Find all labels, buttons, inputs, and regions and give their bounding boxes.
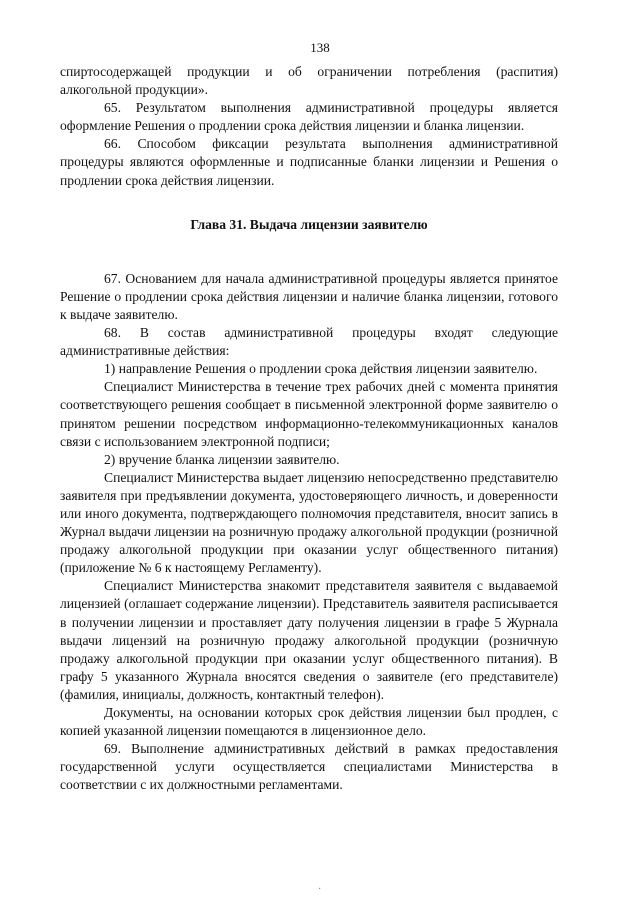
page-number: 138 xyxy=(310,40,330,55)
paragraph-specialist-issue: Специалист Министерства выдает лицензию непосредственно представителю заявителя при предъявлении документа, удостоверяющего личность, и доверенности или иного документа, подтверждающего полномочия представителя, вносит запись в Журнал выдачи лицензии на розничную продажу алкогольной продукции (розничной продажу алкогольной продукции при оказании услуг общественного питания) (приложение № 6 к настоящему Регламенту). xyxy=(60,469,558,576)
paragraph-66: 66. Способом фиксации результата выполнения административной процедуры являются оформленные и подписанные бланки лицензии и Решения о продлении срока действия лицензии. xyxy=(60,136,558,188)
list-item-2: 2) вручение бланка лицензии заявителю. xyxy=(104,451,340,467)
paragraph-65: 65. Результатом выполнения административной процедуры является оформление Решения о продлении срока действия лицензии и бланка лицензии. xyxy=(60,100,558,134)
paragraph-67: 67. Основанием для начала административной процедуры является принятое Решение о продлении срока действия лицензии и наличие бланка лицензии, готового к выдаче заявителю. xyxy=(60,270,558,322)
page-content xyxy=(60,63,558,794)
chapter-title: Глава 31. Выдача лицензии заявителю xyxy=(190,216,428,232)
paragraph-69: 69. Выполнение административных действий в рамках предоставления государственной услуги осуществляется специалистами Министерства в соответствии с их должностными регламентами. xyxy=(60,741,558,793)
paragraph-68: 68. В состав административной процедуры входят следующие административные действия: xyxy=(60,325,558,359)
paragraph-continuation: спиртосодержащей продукции и об ограничении потребления (распития) алкогольной продукции». xyxy=(60,64,558,98)
paragraph-specialist-notify: Специалист Министерства в течение трех рабочих дней с момента принятия соответствующего решения сообщает в письменной электронной форме заявителю о принятом решении посредством информационно-телекоммуникационных каналов связи с использованием электронной подписи; xyxy=(60,379,558,449)
list-item-1: 1) направление Решения о продлении срока действия лицензии заявителю. xyxy=(104,361,538,377)
scan-speck: · xyxy=(318,884,322,895)
paragraph-documents: Документы, на основании которых срок действия лицензии был продлен, с копией указанной лицензии помещаются в лицензионное дело. xyxy=(60,705,558,739)
paragraph-specialist-acquaint: Специалист Министерства знакомит представителя заявителя с выдаваемой лицензией (оглашает содержание лицензии). Представитель заявителя расписывается в получении лицензии и проставляет дату получения лицензии в графе 5 Журнала выдачи лицензий на розничную продажу алкогольной продукции (розничную продажу алкогольной продукции при оказании услуг общественного питания). В графу 5 указанного Журнала вносятся сведения о заявителе (его представителе) (фамилия, инициалы, должность, контактный телефон). xyxy=(60,578,558,702)
